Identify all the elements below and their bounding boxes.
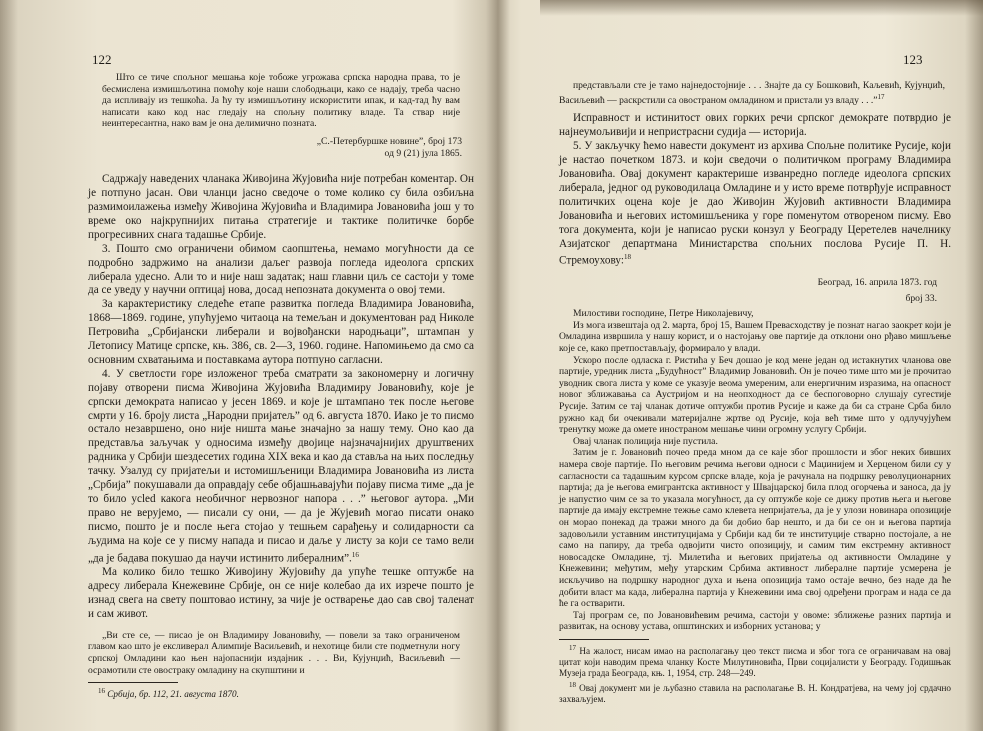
footnote (559, 643, 951, 680)
letter-place-date: Београд, 16. априла 1873. год (817, 277, 937, 289)
letter-paragraph: Из мога извештаја од 2. марта, број 15, Вашем Превасходству је познат нагао заокрет који је Омладина извршила у нашу корист, и о настојању ове партије да отклони оно рђаво мишљење које се, како претпостављају, формирало у влади. (559, 319, 951, 355)
quote-source-line-2: од 9 (21) јула 1865. (384, 147, 462, 159)
footnote (88, 686, 474, 700)
paragraph-text: 5. У закључку ћемо навести документ из архива Спољне политике Русије, који је настао почетком 1873. и који сведочи о политичком програму Владимира Јовановића. Овај документ карактерише изванредно погледе идеолога српских либерала, једног од руководилаца Омладине и у исто време потврђује исправност политичких оцена које је дао Живојин Жујовић активности Владимира Јовановића и његових истомишљеника у горе поменутом отвореном писму. Ево тога документа, који је написао руски конзул у Београду Церетелев начелнику Азијатског департмана Министарства спољних послова Русије П. Н. Стремоухову: (559, 140, 951, 268)
footnote-divider (88, 682, 178, 683)
footnote-number: 18 (569, 680, 576, 689)
left-page-column (88, 72, 474, 701)
footnote-ref: 17 (877, 92, 885, 101)
letter-number: број 33. (905, 292, 937, 304)
footnote-number: 17 (569, 643, 576, 652)
quote-text: представљали сте је тамо најнедостојније . . . Знајте да су Бошковић, Каљевић, Кујунџић, Васиљевић — раскрстили са овостраном омладином и пристали уз владу . . .” (559, 80, 945, 106)
right-page (497, 0, 983, 731)
paragraph: 3. Пошто смо ограничени обимом саопштења, немамо могућности да се подробно задржимо на анализи даљег развоја погледа идеолога српских либерала удесно. Али то и није наш задатак; наш главни циљ се састоји у томе да се уведу у научни оптицај нова, досад непозната документа о овој теми. (88, 242, 474, 297)
block-quote: „Ви сте се, — писао је он Владимиру Јовановићу, — повели за тако ограниченом главом као што је ексливерал Алимпије Васиљевић, и нехотице били сте подметнули ногу српској Омладини као њен најопаснији издајник . . . Ви, Кујунџић, Васиљевић — осрамотили сте овостраку омладину на скупштини и (88, 629, 460, 676)
left-page-number: 122 (92, 52, 112, 67)
letter-salutation: Милостиви господине, Петре Николајевичу, (573, 308, 754, 320)
footnote-number: 16 (98, 687, 105, 696)
letter-paragraph: Тај програм се, по Јовановићевим речима, састоји у овоме: зближење разних партија и развитак, на основу устава, општинских и изборних установа; у (559, 609, 951, 633)
letter-paragraph: Ускоро после одласка г. Ристића у Беч дошао је код мене један од истакнутих чланова ове партије, уредник листа „Будућност” Владимир Јовановић. Он је почео тиме што ми је прочитао уводник свога листа у коме се указује веома умерeним, али енергичним изразима, на опасност новог зближавања са Аустријом и на неопходност да се беспоговорно слушају сугестије Русије. Затим се тај чланак дотиче оптужби против Русије и каже да би са стране Срба било ружно кад би очекивали материјалне жртве од Русије, која већ тиме што у одлучујућем тренутку може да омете иностраном мешање чини огромну услугу Србији. (559, 354, 951, 436)
block-quote-continued (559, 80, 945, 106)
paragraph: Садржају наведених чланака Живојина Жујовића није потребан коментар. Он је потпуно јасан. Ови чланци јасно сведоче о томе колико су била озбиљна размимоилажења између Живојина Жујовића и Владимира Јовановића још у то време око најкрупнијих питања стратегије и тактике политичке борбе прогресивних снага тадашње Србије. (88, 173, 474, 241)
quote-source-line-1: „С.-Петербуршке новине”, број 173 (316, 135, 462, 147)
footnote-text: На жалост, нисам имао на располагању цео текст писма и због тога се ограничавам на овај цитат који наводим према чланку Косте Милутиновића, Први социјалисти у Београду. Годишњак Музеја града Београда, књ. 1, 1954, стр. 248—249. (559, 645, 951, 679)
footnote-text: Овај документ ми је љубазно ставила на располагање В. Н. Кондратјева, на чему јој срдачно захваљујем. (559, 682, 951, 704)
footnote (559, 680, 951, 705)
letter-paragraph: Затим је г. Јовановић почео преда мном да се каје због прошлости и због неких бивших намера своје партије. По његовим речима његови односи с Маџинијем и Херценом били су у сагласности са тадашњим курсом српске владе, која је рачунала на подршку револуционарних партија; да је његова емигрантска активност у Швајцарској била плод огорчења и заноса, да ју је напустио чим се за то указала могућност, да су оптужбе које се дижу против њега и његове партије да имају екстремне тежње само клевета непријатеља, да је у улози новинара опозиције он морао понекад да тражи много да би добио бар нешто, и да би се он и његова партија задовољили уставним институцијама у Србији кад би те институције стварно постојале, а не само на папиру, да треба одвојити чисто опозицију, и самим тим екстремну активност новосадске Омладине, тј. Милетића и његових пријатеља од активности Омладине у Кнежевини; међутим, међу утарским Србима активност либералне партије усмерена је искључиво на подршку народног духа и њена опозиција тамо остаје вечно, без наде да ће добити власт ма када, либерална партија у Кнежевини има свој одређени програм и нада се да ће га остварити. (559, 447, 951, 610)
paragraph (559, 140, 951, 269)
right-page-column (559, 80, 951, 705)
paragraph-text: 4. У светлости горе изложеног треба сматрати за закономерну и логичну појаву отворени писма Живојина Жујовића Владимиру Јовановићу, које је српски демократа написао у јесен 1869. и које је штампано тек после његове смрти у 16. броју листа „Народни пријатељ” од 6. августа 1870. Иако је то писмо остало незавршено, оно није ништа мање значајно за нашу тему. Оно као да представља заључак у односима између двојице најзначајнијих друштвених радника у Србији шездесетих година XIX века и као да ставља на њих последњу тачку. Узалуд су пријатељи и истомишљеници Владимира Јовановића из листа „Србија” покушавали да оправдају себе објашњавајући појаву писма тиме „да је то било усled какога необичног нервозног напора . . .” његовог аутора. „Ми право не верујемо, — писали су они, — да је Жујевић могао писати онако писмо, пошто је и после њега стојао у тешњем сарађењу и солидарности са људима на које се у писму напада и писао и даље у листу за који се тамо вели „да је бадава покушао да научи истинито либералним”. (88, 367, 474, 565)
paragraph (88, 368, 474, 566)
footnote-ref: 16 (351, 550, 359, 559)
footnote-divider (559, 639, 649, 640)
letter-paragraph: Овај чланак полиција није пустила. (573, 435, 718, 447)
footnote-text: Србија, бр. 112, 21. августа 1870. (107, 689, 239, 700)
paragraph: За карактеристику следеће етапе развитка погледа Владимира Јовановића, 1868—1869. године, упућујемо читаоца на темељан и документован рад Николе Петровића „Србијански либерали и војвођански народњаци”, штампан у Летопису Матице српске, књ. 386, св. 2—3, 1960. године. Напомињемо да смо са основним схватањима и поставкама аутора потпуно сагласни. (88, 298, 474, 366)
right-page-number: 123 (903, 52, 923, 67)
paragraph: Ма колико било тешко Живојину Жујовићу да упуће тешке оптужбе на адресу либерала Кнежевине Србије, он се није колебао да их изрече пошто је изнад свега на свету поштовао истину, за чије је остварење дао сав свој таленат и сам живот. (88, 566, 474, 620)
footnote-ref: 18 (623, 253, 631, 262)
paragraph: Исправност и истинитост ових горких речи српског демократе потврдио је најнеумољивији и непристрасни судија — историја. (559, 112, 951, 139)
block-quote: Што се тиче спољног мешања које тобоже угрожава српска народна права, то је бесмислена измишљотина помоћу које наши слободњаци, како се надају, треба часно да испливају из тешкоћа. Ја ћу ту измишљотину искористити ипак, и кад-тад ћу вам написати како код нас гледају на спољну политику владе. Та ствар није неинтересантна, нако вам је она делимично позната. (102, 72, 460, 130)
